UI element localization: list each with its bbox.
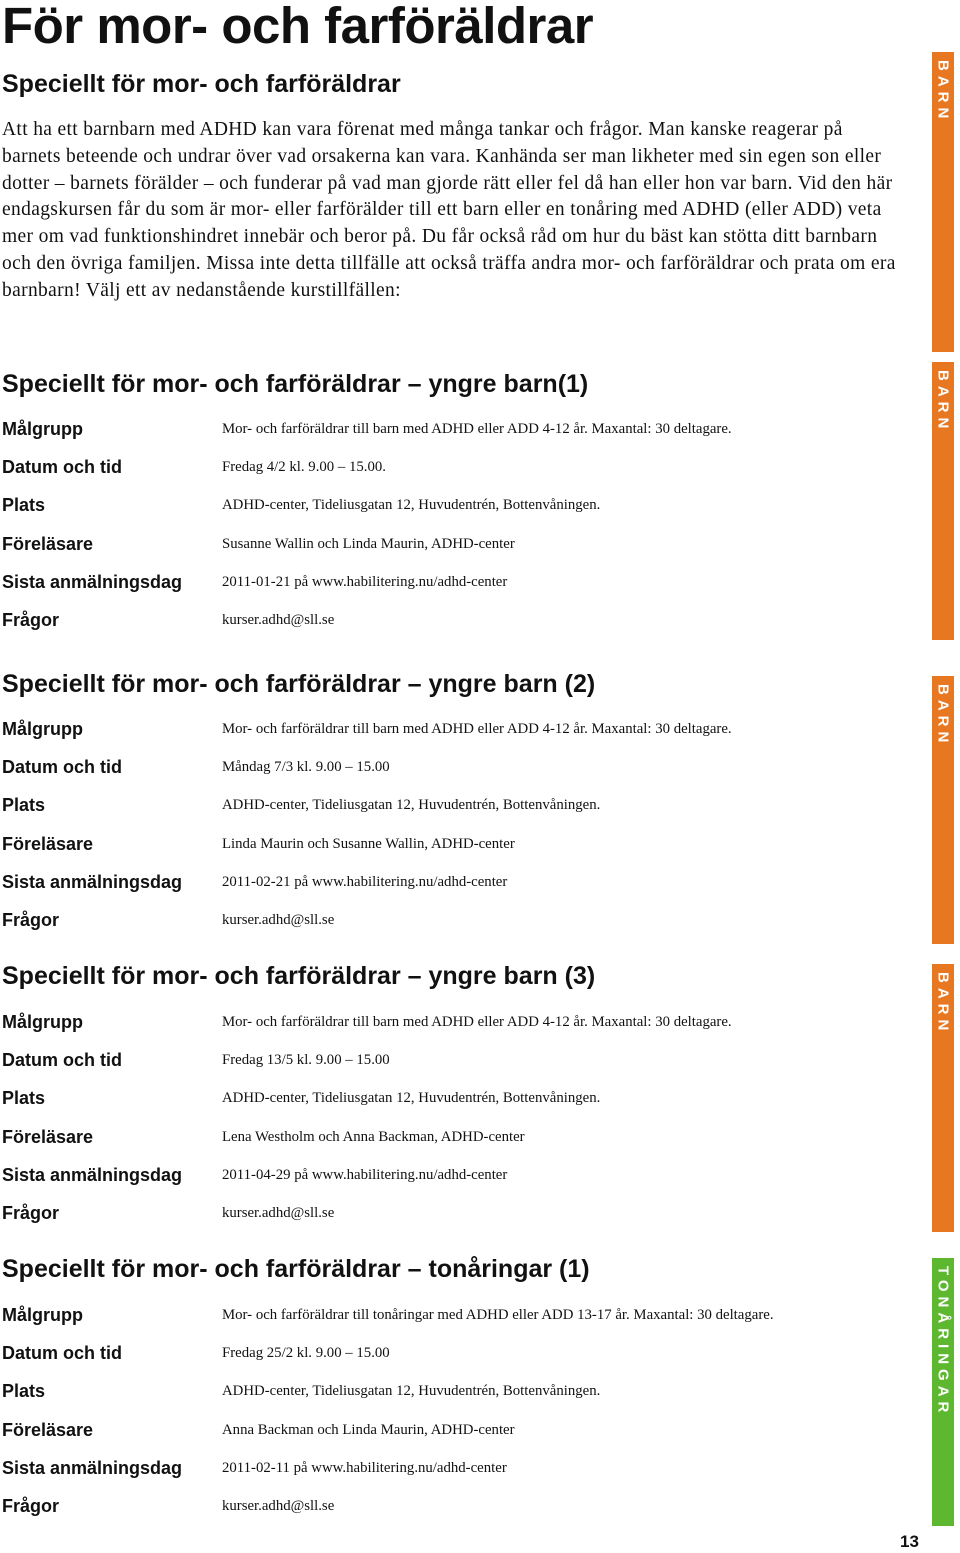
detail-label: Sista anmälningsdag — [2, 871, 183, 892]
course-heading: Speciellt för mor- och farföräldrar – yngre barn (2) — [2, 670, 596, 698]
detail-row — [0, 1381, 912, 1419]
side-tab-label: TONÅRINGAR — [934, 1266, 952, 1418]
detail-label: Frågor — [2, 1495, 60, 1516]
detail-row — [0, 534, 912, 572]
detail-row — [0, 834, 912, 872]
detail-label: Frågor — [2, 609, 60, 630]
detail-value: Susanne Wallin och Linda Maurin, ADHD-center — [222, 535, 515, 552]
detail-label: Datum och tid — [2, 457, 122, 478]
course-heading: Speciellt för mor- och farföräldrar – tonåringar (1) — [2, 1255, 590, 1283]
intro-paragraph: Att ha ett barnbarn med ADHD kan vara förenat med många tankar och frågor. Man kanske reagerar på barnets beteende och undrar över vad orsakerna kan vara. Kanhända ser man likheter med sin egen son eller dotter – barnets förälder – och funderar på vad man gjorde rätt eller fel då han eller hon var barn. Vid den här endagskursen får du som är mor- eller farförälder till ett barn eller en tonåring med ADHD (eller ADD) veta mer om vad funktionshindret innebär och beror på. Du får också råd om hur du bäst kan stötta ditt barnbarn och den övriga familjen. Missa inte detta tillfälle att också träffa andra mor- och farföräldrar och prata om era barnbarn! Välj ett av nedanstående kurstillfällen: — [2, 119, 896, 301]
detail-label: Sista anmälningsdag — [2, 1164, 183, 1185]
detail-label: Målgrupp — [2, 1305, 83, 1325]
detail-label: Målgrupp — [2, 1012, 83, 1032]
detail-row — [0, 1343, 912, 1381]
side-tab-label: BARN — [934, 370, 952, 434]
course-heading: Speciellt för mor- och farföräldrar – yngre barn (3) — [2, 962, 596, 990]
detail-label: Frågor — [2, 909, 60, 930]
course-details — [0, 1012, 912, 1241]
detail-value: Fredag 25/2 kl. 9.00 – 15.00 — [222, 1345, 390, 1362]
detail-row — [0, 1458, 912, 1496]
side-tab-barn-3 — [932, 676, 954, 944]
detail-row — [0, 910, 912, 948]
detail-value: 2011-04-29 på www.habilitering.nu/adhd-center — [222, 1166, 508, 1183]
detail-value: kurser.adhd@sll.se — [222, 911, 335, 928]
detail-row — [0, 419, 912, 457]
detail-row — [0, 1203, 912, 1241]
side-tab-label: BARN — [934, 684, 952, 748]
detail-row — [0, 1165, 912, 1203]
course-details — [0, 1305, 912, 1534]
detail-value: 2011-01-21 på www.habilitering.nu/adhd-center — [222, 573, 508, 590]
detail-label: Föreläsare — [2, 533, 94, 554]
detail-label: Datum och tid — [2, 757, 122, 778]
detail-label: Plats — [2, 795, 46, 816]
detail-row — [0, 610, 912, 648]
detail-value: Mor- och farföräldrar till tonåringar med ADHD eller ADD 13-17 år. Maxantal: 30 deltagare. — [222, 1307, 774, 1323]
detail-label: Frågor — [2, 1202, 60, 1223]
detail-row — [0, 719, 912, 757]
page-title: För mor- och farföräldrar — [2, 0, 594, 54]
detail-label: Målgrupp — [2, 719, 83, 739]
detail-value: kurser.adhd@sll.se — [222, 611, 335, 628]
detail-label: Föreläsare — [2, 1126, 94, 1147]
detail-label: Målgrupp — [2, 419, 83, 439]
detail-value: ADHD-center, Tideliusgatan 12, Huvudentrén, Bottenvåningen. — [222, 1090, 601, 1107]
detail-value: Måndag 7/3 kl. 9.00 – 15.00 — [222, 759, 390, 776]
detail-value: Mor- och farföräldrar till barn med ADHD eller ADD 4-12 år. Maxantal: 30 deltagare. — [222, 721, 732, 737]
detail-value: Fredag 13/5 kl. 9.00 – 15.00 — [222, 1052, 390, 1069]
detail-row — [0, 872, 912, 910]
detail-row — [0, 1305, 912, 1343]
side-tab-barn-2 — [932, 362, 954, 640]
detail-label: Sista anmälningsdag — [2, 571, 183, 592]
detail-row — [0, 757, 912, 795]
detail-value: ADHD-center, Tideliusgatan 12, Huvudentrén, Bottenvåningen. — [222, 797, 601, 814]
side-tab-label: BARN — [934, 60, 952, 124]
detail-value: ADHD-center, Tideliusgatan 12, Huvudentrén, Bottenvåningen. — [222, 497, 601, 514]
detail-value: Mor- och farföräldrar till barn med ADHD eller ADD 4-12 år. Maxantal: 30 deltagare. — [222, 421, 732, 437]
detail-label: Plats — [2, 495, 46, 516]
detail-row — [0, 495, 912, 533]
side-tab-label: BARN — [934, 972, 952, 1036]
detail-value: Lena Westholm och Anna Backman, ADHD-center — [222, 1128, 525, 1145]
course-heading: Speciellt för mor- och farföräldrar – yngre barn(1) — [2, 370, 589, 398]
detail-row — [0, 1088, 912, 1126]
side-tab-barn-1 — [932, 52, 954, 352]
detail-value: kurser.adhd@sll.se — [222, 1497, 335, 1514]
detail-label: Plats — [2, 1088, 46, 1109]
detail-row — [0, 572, 912, 610]
detail-label: Sista anmälningsdag — [2, 1457, 183, 1478]
detail-value: 2011-02-11 på www.habilitering.nu/adhd-center — [222, 1459, 507, 1476]
detail-label: Föreläsare — [2, 1419, 94, 1440]
detail-label: Datum och tid — [2, 1343, 122, 1364]
detail-label: Plats — [2, 1381, 46, 1402]
detail-row — [0, 1127, 912, 1165]
detail-value: Linda Maurin och Susanne Wallin, ADHD-center — [222, 835, 515, 852]
detail-label: Föreläsare — [2, 833, 94, 854]
detail-row — [0, 795, 912, 833]
course-details — [0, 419, 912, 648]
side-tab-barn-4 — [932, 964, 954, 1232]
page-number: 13 — [900, 1532, 919, 1551]
detail-value: ADHD-center, Tideliusgatan 12, Huvudentrén, Bottenvåningen. — [222, 1383, 601, 1400]
detail-value: Anna Backman och Linda Maurin, ADHD-center — [222, 1421, 515, 1438]
detail-row — [0, 1012, 912, 1050]
detail-value: 2011-02-21 på www.habilitering.nu/adhd-center — [222, 873, 508, 890]
intro-heading: Speciellt för mor- och farföräldrar — [2, 70, 401, 98]
course-details — [0, 719, 912, 948]
detail-row — [0, 1496, 912, 1534]
side-tab-tonaringar — [932, 1258, 954, 1526]
detail-row — [0, 1050, 912, 1088]
detail-label: Datum och tid — [2, 1050, 122, 1071]
detail-value: kurser.adhd@sll.se — [222, 1204, 335, 1221]
detail-value: Mor- och farföräldrar till barn med ADHD eller ADD 4-12 år. Maxantal: 30 deltagare. — [222, 1014, 732, 1030]
detail-row — [0, 1420, 912, 1458]
detail-row — [0, 457, 912, 495]
detail-value: Fredag 4/2 kl. 9.00 – 15.00. — [222, 459, 386, 476]
